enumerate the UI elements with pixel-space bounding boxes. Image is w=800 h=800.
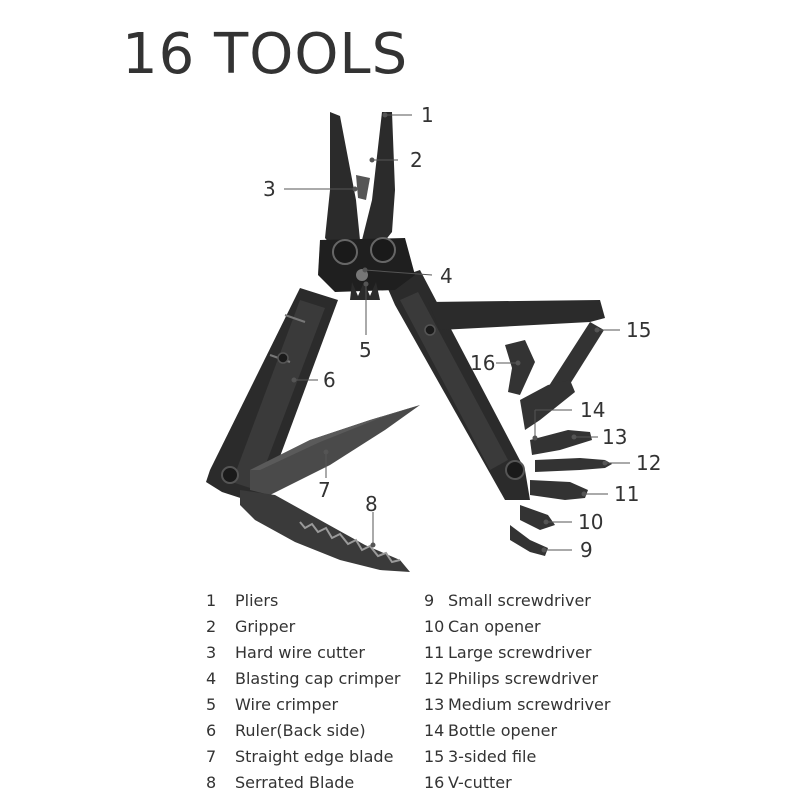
v-cutter <box>505 340 535 395</box>
callout-14: 14 <box>580 398 606 422</box>
callout-11: 11 <box>614 482 640 506</box>
pliers-left-jaw <box>325 112 360 255</box>
bottle-opener <box>520 380 575 430</box>
callout-13: 13 <box>602 425 628 449</box>
medium-screwdriver <box>530 430 592 455</box>
callout-16: 16 <box>470 351 496 375</box>
can-opener <box>520 505 555 530</box>
legend-column-right: 9 Small screwdriver 10 Can opener 11 Large screwdriver 12 Philips screwdriver 13 Medium screwdriver 14 Bottle opener 15 3-sided file 16 V-cutter <box>424 591 611 792</box>
callout-10: 10 <box>578 510 604 534</box>
callout-2: 2 <box>410 148 423 172</box>
philips-screwdriver <box>535 458 612 472</box>
file-frame <box>428 300 605 330</box>
callout-3: 3 <box>263 177 276 201</box>
callout-4: 4 <box>440 264 453 288</box>
callout-12: 12 <box>636 451 662 475</box>
pivot-right <box>371 238 395 262</box>
callout-5: 5 <box>359 338 372 362</box>
large-screwdriver <box>530 480 588 500</box>
legend-column-left: 1 Pliers 2 Gripper 3 Hard wire cutter 4 Blasting cap crimper 5 Wire crimper 6 Ruler(Back side) 7 Straight edge blade 8 Serrated Blade <box>206 591 401 792</box>
callout-9: 9 <box>580 538 593 562</box>
callout-7: 7 <box>318 478 331 502</box>
pivot-left <box>333 240 357 264</box>
serrated-blade <box>240 490 410 572</box>
callout-1: 1 <box>421 103 434 127</box>
callout-8: 8 <box>365 492 378 516</box>
callout-15: 15 <box>626 318 652 342</box>
callout-6: 6 <box>323 368 336 392</box>
page-title: 16 TOOLS <box>122 22 409 87</box>
